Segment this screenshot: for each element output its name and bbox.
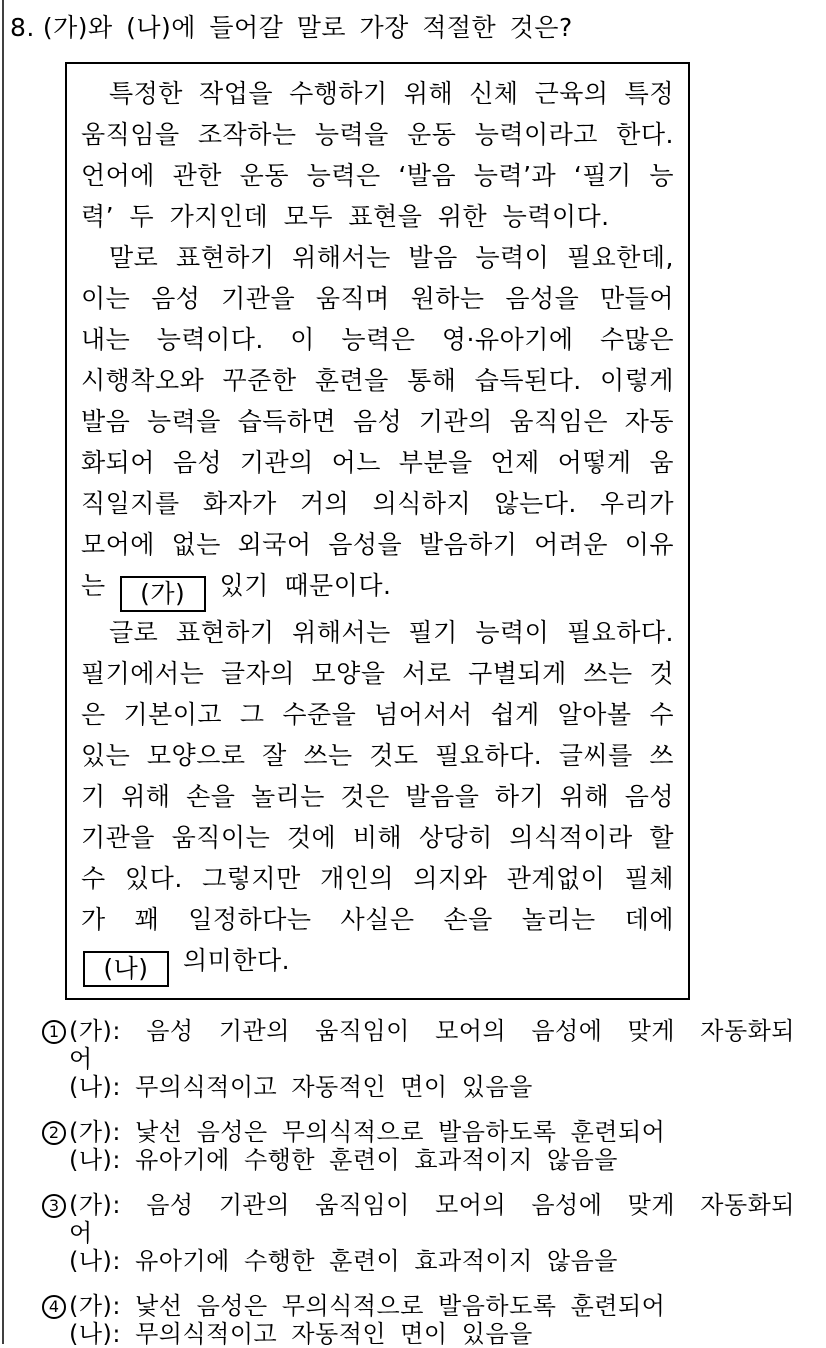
option-line: (가): 음성 기관의 움직임이 모어의 음성에 맞게 자동화되	[69, 1191, 795, 1219]
option-body	[69, 1118, 795, 1174]
answer-option	[42, 1292, 826, 1348]
passage-line: 내는 능력이다. 이 능력은 영·유아기에 수많은	[81, 325, 674, 354]
passage-line-suffix: 의미한다.	[183, 946, 291, 975]
passage-line: 수 있다. 그렇지만 개인의 의지와 관계없이 필체	[81, 864, 674, 893]
option-marker-circled[interactable]: 4	[42, 1295, 66, 1319]
answer-option	[42, 1191, 826, 1275]
passage-box	[65, 62, 690, 1000]
passage-line: 모어에 없는 외국어 음성을 발음하기 어려운 이유	[81, 530, 674, 559]
passage-line: 가 꽤 일정하다는 사실은 손을 놀리는 데에	[81, 905, 674, 934]
option-line: (가): 낯선 음성은 무의식적으로 발음하도록 훈련되어	[69, 1118, 666, 1146]
passage-line: 기관을 움직이는 것에 비해 상당히 의식적이라 할	[81, 823, 674, 852]
answer-option	[42, 1017, 826, 1101]
blank-box-na: (나)	[83, 951, 169, 987]
passage-line: 필기에서는 글자의 모양을 서로 구별되게 쓰는 것	[81, 659, 674, 688]
option-body	[69, 1292, 795, 1348]
blank-box-ga: (가)	[120, 576, 206, 612]
option-line: (나): 유아기에 수행한 훈련이 효과적이지 않음을	[69, 1146, 618, 1174]
passage-line	[81, 940, 674, 987]
passage-line: 발음 능력을 습득하면 음성 기관의 움직임은 자동	[81, 407, 674, 436]
passage-line: 특정한 작업을 수행하기 위해 신체 근육의 특정	[109, 79, 674, 108]
question-header	[10, 12, 826, 44]
passage-line: 말로 표현하기 위해서는 발음 능력이 필요한데,	[109, 243, 674, 272]
passage-line: 화되어 음성 기관의 어느 부분을 언제 어떻게 움	[81, 448, 674, 477]
answer-option	[42, 1118, 826, 1174]
passage-line: 있는 모양으로 잘 쓰는 것도 필요하다. 글씨를 쓰	[81, 741, 674, 770]
passage-line: 기 위해 손을 놀리는 것은 발음을 하기 위해 음성	[81, 782, 674, 811]
options-list	[42, 1017, 826, 1348]
option-marker-circled[interactable]: 1	[42, 1020, 66, 1044]
option-line: (가): 음성 기관의 움직임이 모어의 음성에 맞게 자동화되	[69, 1017, 795, 1045]
passage-line: 직일지를 화자가 거의 의식하지 않는다. 우리가	[81, 489, 674, 518]
passage-line: 언어에 관한 운동 능력은 ‘발음 능력’과 ‘필기 능	[81, 161, 674, 190]
passage-line: 이는 음성 기관을 움직며 원하는 음성을 만들어	[81, 284, 674, 313]
option-marker-circled[interactable]: 3	[42, 1194, 66, 1218]
question-number: 8.	[10, 13, 35, 42]
option-line: (가): 낯선 음성은 무의식적으로 발음하도록 훈련되어	[69, 1292, 666, 1320]
option-line: (나): 무의식적이고 자동적인 면이 있음을	[69, 1073, 533, 1101]
passage-line: 글로 표현하기 위해서는 필기 능력이 필요하다.	[109, 618, 674, 647]
option-body	[69, 1017, 795, 1101]
option-line: 어	[69, 1219, 93, 1247]
passage-line: 은 기본이고 그 수준을 넘어서서 쉽게 알아볼 수	[81, 700, 674, 729]
option-body	[69, 1191, 795, 1275]
question-text: (가)와 (나)에 들어갈 말로 가장 적절한 것은?	[42, 13, 573, 42]
passage-line: 시행착오와 꾸준한 훈련을 통해 습득된다. 이렇게	[81, 366, 674, 395]
passage-line: 력’ 두 가지인데 모두 표현을 위한 능력이다.	[81, 202, 610, 231]
option-line: 어	[69, 1045, 93, 1073]
option-marker-circled[interactable]: 2	[42, 1121, 66, 1145]
column-divider	[2, 0, 4, 1344]
passage-line-prefix: 는	[81, 571, 106, 600]
passage-line	[81, 565, 674, 612]
passage-line-suffix: 있기 때문이다.	[219, 571, 392, 600]
option-line: (나): 무의식적이고 자동적인 면이 있음을	[69, 1320, 533, 1348]
option-line: (나): 유아기에 수행한 훈련이 효과적이지 않음을	[69, 1247, 618, 1275]
passage-line: 움직임을 조작하는 능력을 운동 능력이라고 한다.	[81, 120, 674, 149]
